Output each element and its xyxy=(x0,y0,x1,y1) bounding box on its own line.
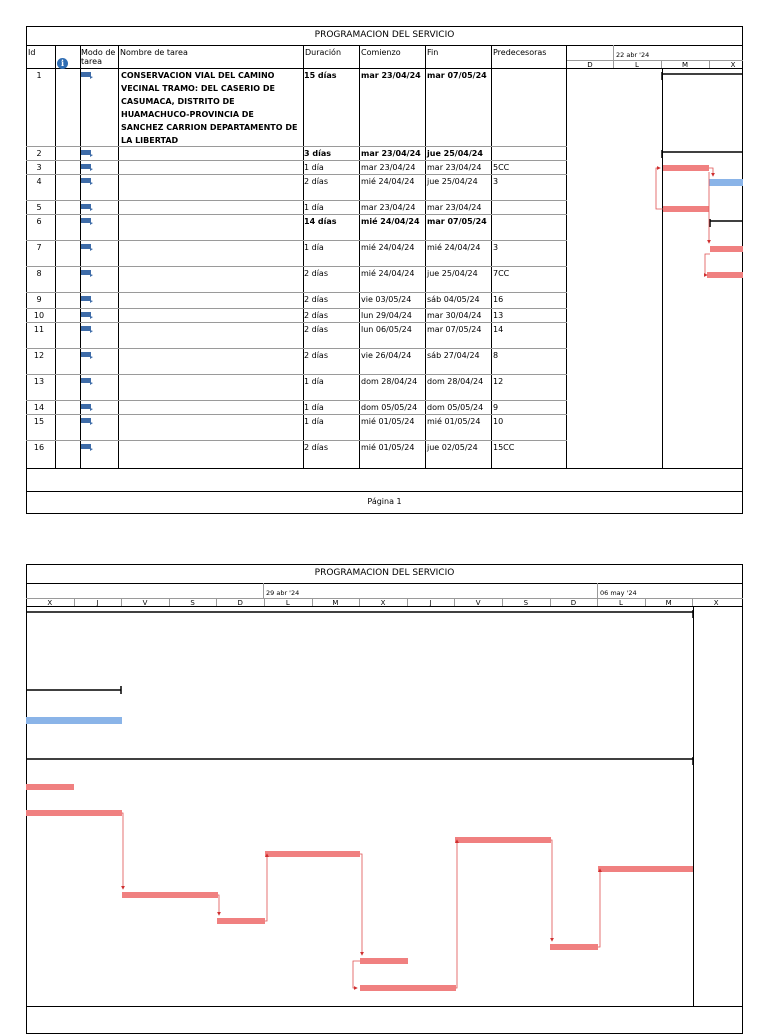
task-bar-16 xyxy=(360,985,456,991)
task-start: mié 24/04/24 xyxy=(361,177,415,186)
task-finish: sáb 27/04/24 xyxy=(427,351,480,360)
row-separator xyxy=(26,214,567,215)
task-mode-icon xyxy=(81,418,93,426)
task-predecessors: 16 xyxy=(493,295,504,304)
row-id: 11 xyxy=(33,325,45,334)
info-icon: i xyxy=(57,58,68,69)
task-duration: 2 días xyxy=(304,177,329,186)
link-5-3 xyxy=(656,168,663,209)
task-mode-icon xyxy=(81,150,93,158)
col-sep xyxy=(359,45,360,468)
link-3-4 xyxy=(709,168,713,176)
task-finish: mar 07/05/24 xyxy=(427,217,487,226)
task-finish: mié 24/04/24 xyxy=(427,243,481,252)
row-separator xyxy=(26,240,567,241)
title-separator-2 xyxy=(26,583,743,584)
task-duration: 1 día xyxy=(304,403,324,412)
day-label: S xyxy=(523,599,529,607)
task-bar-14 xyxy=(550,944,598,950)
header-name: Nombre de tarea xyxy=(120,48,188,57)
task-finish: sáb 04/05/24 xyxy=(427,295,480,304)
header-finish: Fin xyxy=(427,48,439,57)
row-id: 14 xyxy=(33,403,45,412)
row-separator xyxy=(26,308,567,309)
task-finish: mar 30/04/24 xyxy=(427,311,482,320)
link-10-15 xyxy=(360,854,362,955)
header-id: Id xyxy=(28,48,36,57)
timescale-tick xyxy=(312,598,313,606)
task-start: mié 01/05/24 xyxy=(361,443,415,452)
row-separator xyxy=(26,374,567,375)
task-duration: 2 días xyxy=(304,443,329,452)
timescale-tick xyxy=(74,598,75,606)
task-mode-icon xyxy=(81,72,93,80)
row-id: 12 xyxy=(33,351,45,360)
header-duration: Duración xyxy=(305,48,342,57)
task-start: mar 23/04/24 xyxy=(361,203,416,212)
task-mode-icon xyxy=(81,296,93,304)
task-predecessors: 7CC xyxy=(493,269,510,278)
task-predecessors: 13 xyxy=(493,311,504,320)
row-id: 13 xyxy=(33,377,45,386)
row-separator xyxy=(26,292,567,293)
task-mode-icon xyxy=(81,312,93,320)
link-14-11 xyxy=(598,869,600,947)
task-mode-icon xyxy=(81,444,93,452)
task-duration: 1 día xyxy=(304,203,324,212)
task-finish: mié 01/05/24 xyxy=(427,417,481,426)
link-15-16 xyxy=(353,961,360,988)
task-predecessors: 12 xyxy=(493,377,504,386)
day-label: X xyxy=(730,61,736,69)
task-duration: 2 días xyxy=(304,311,329,320)
task-bar-15 xyxy=(360,958,408,964)
day-label: L xyxy=(635,61,639,69)
row-id: 4 xyxy=(36,177,42,186)
task-start: mié 24/04/24 xyxy=(361,243,415,252)
task-predecessors: 5CC xyxy=(493,163,510,172)
timescale-tick xyxy=(264,598,265,606)
task-mode-icon xyxy=(81,178,93,186)
day-label: D xyxy=(237,599,243,607)
task-start: vie 03/05/24 xyxy=(361,295,412,304)
row-separator xyxy=(26,440,567,441)
task-finish: dom 05/05/24 xyxy=(427,403,484,412)
task-start: mié 01/05/24 xyxy=(361,417,415,426)
gantt-chart-page-1 xyxy=(567,68,743,468)
task-predecessors: 10 xyxy=(493,417,504,426)
day-label: D xyxy=(570,599,577,607)
header-mode: Modo de tarea xyxy=(81,48,116,66)
task-start: dom 05/05/24 xyxy=(361,403,418,412)
day-label: M xyxy=(681,61,689,69)
week-divider xyxy=(597,583,598,598)
task-finish: mar 07/05/24 xyxy=(427,71,487,80)
row-separator xyxy=(26,266,567,267)
task-start: mié 24/04/24 xyxy=(361,269,415,278)
task-predecessors: 8 xyxy=(493,351,499,360)
link-9-14 xyxy=(551,840,552,941)
day-label: S xyxy=(190,599,195,607)
row-separator xyxy=(26,174,567,175)
task-start: mié 24/04/24 xyxy=(361,217,420,226)
task-start: mar 23/04/24 xyxy=(361,71,421,80)
table-bottom-line xyxy=(26,468,743,469)
task-mode-icon xyxy=(81,270,93,278)
page2-bottom-line xyxy=(26,1006,743,1007)
task-finish: jue 02/05/24 xyxy=(427,443,478,452)
task-finish: mar 23/04/24 xyxy=(427,203,482,212)
task-mode-icon xyxy=(81,218,93,226)
task-bar-10 xyxy=(265,851,360,857)
timescale-tick xyxy=(550,598,551,606)
row-id: 7 xyxy=(36,243,42,252)
timescale-tick xyxy=(502,598,503,606)
row-id: 10 xyxy=(33,311,45,320)
page-title: PROGRAMACION DEL SERVICIO xyxy=(314,30,455,40)
task-predecessors: 15CC xyxy=(493,443,515,452)
timescale-tick xyxy=(692,598,693,606)
row-id: 9 xyxy=(36,295,42,304)
row-separator xyxy=(26,160,567,161)
task-mode-icon xyxy=(81,378,93,386)
row-id: 5 xyxy=(36,203,42,212)
day-label: V xyxy=(475,599,481,607)
task-duration: 14 días xyxy=(304,217,337,226)
task-finish: jue 25/04/24 xyxy=(427,269,478,278)
col-sep xyxy=(118,45,119,468)
timescale-tick xyxy=(597,598,598,606)
task-duration: 2 días xyxy=(304,351,329,360)
task-duration: 2 días xyxy=(304,269,329,278)
row-id: 3 xyxy=(36,163,42,172)
timescale-tick xyxy=(169,598,170,606)
header-predecessors: Predecesoras xyxy=(493,48,547,57)
task-start: mar 23/04/24 xyxy=(361,149,421,158)
day-label: M xyxy=(665,599,672,607)
week-label: 22 abr '24 xyxy=(616,51,650,59)
task-finish: mar 07/05/24 xyxy=(427,325,482,334)
link-12-13 xyxy=(218,895,219,915)
task-duration: 3 días xyxy=(304,149,331,158)
footer-separator xyxy=(26,491,743,492)
link-16-9 xyxy=(456,840,457,988)
day-label: J xyxy=(429,599,432,607)
task-bar-13 xyxy=(217,918,265,924)
week-label: 29 abr '24 xyxy=(266,589,300,597)
task-predecessors: 14 xyxy=(493,325,504,334)
task-bar-12 xyxy=(122,892,218,898)
timescale-tick xyxy=(407,598,408,606)
task-bar-8 xyxy=(707,272,743,278)
row-separator xyxy=(26,400,567,401)
task-mode-icon xyxy=(81,326,93,334)
task-duration: 1 día xyxy=(304,163,324,172)
task-mode-icon xyxy=(81,404,93,412)
title-separator xyxy=(26,45,743,46)
task-mode-icon xyxy=(81,204,93,212)
link-7-8 xyxy=(705,254,710,275)
col-sep xyxy=(425,45,426,468)
task-mode-icon xyxy=(81,352,93,360)
task-mode-icon xyxy=(81,244,93,252)
task-bar-4-cont xyxy=(26,717,122,724)
col-sep xyxy=(55,45,56,468)
day-label: D xyxy=(587,61,593,69)
task-bar-7 xyxy=(710,246,743,252)
row-separator xyxy=(26,348,567,349)
task-bar-11 xyxy=(598,866,693,872)
task-bar-8-cont xyxy=(26,810,122,816)
col-sep xyxy=(491,45,492,468)
task-duration: 1 día xyxy=(304,377,324,386)
task-finish: dom 28/04/24 xyxy=(427,377,484,386)
row-id: 2 xyxy=(36,149,42,158)
day-label: J xyxy=(96,599,99,607)
task-duration: 15 días xyxy=(304,71,337,80)
page-footer: Página 1 xyxy=(367,497,402,506)
day-label: X xyxy=(380,599,386,607)
task-finish: jue 25/04/24 xyxy=(427,149,483,158)
task-bar-5 xyxy=(663,206,709,212)
task-predecessors: 3 xyxy=(493,177,499,186)
link-13-10 xyxy=(265,854,267,921)
task-name: CONSERVACION VIAL DEL CAMINO VECINAL TRAMO: DEL CASERIO DE CASUMACA, DISTRITO DE HUAMACHUCO-PROVINCIA DE SANCHEZ CARRION DEPARTAMENTO DE LA LIBERTAD xyxy=(121,71,298,145)
row-id: 16 xyxy=(33,443,45,452)
row-separator xyxy=(26,414,567,415)
task-duration: 2 días xyxy=(304,295,329,304)
timescale-tick xyxy=(359,598,360,606)
day-label: X xyxy=(47,599,53,607)
task-mode-icon xyxy=(81,164,93,172)
timescale-tick xyxy=(645,598,646,606)
row-id: 6 xyxy=(36,217,42,226)
task-bar-3 xyxy=(663,165,709,171)
gantt-chart-page-2 xyxy=(26,606,743,1006)
task-predecessors: 3 xyxy=(493,243,499,252)
task-bar-4 xyxy=(709,179,743,186)
task-start: lun 06/05/24 xyxy=(361,325,412,334)
link-8-12 xyxy=(122,813,123,889)
row-id: 15 xyxy=(33,417,45,426)
task-start: mar 23/04/24 xyxy=(361,163,416,172)
task-bar-9 xyxy=(455,837,551,843)
task-start: vie 26/04/24 xyxy=(361,351,412,360)
week-label: 06 may '24 xyxy=(600,589,637,597)
task-duration: 1 día xyxy=(304,417,324,426)
row-id: 8 xyxy=(36,269,42,278)
day-label: X xyxy=(713,599,719,607)
day-label: V xyxy=(142,599,148,607)
day-label: L xyxy=(619,599,623,607)
timescale-tick xyxy=(216,598,217,606)
task-duration: 2 días xyxy=(304,325,329,334)
task-finish: mar 23/04/24 xyxy=(427,163,482,172)
day-label: L xyxy=(285,599,290,607)
row-separator xyxy=(26,200,567,201)
task-predecessors: 9 xyxy=(493,403,499,412)
task-bar-7-cont xyxy=(26,784,74,790)
page-title-2: PROGRAMACION DEL SERVICIO xyxy=(314,568,455,578)
task-duration: 1 día xyxy=(304,243,324,252)
day-label: M xyxy=(332,599,339,607)
row-id: 1 xyxy=(36,71,42,80)
timescale-tick xyxy=(454,598,455,606)
week-divider xyxy=(263,583,264,598)
task-start: lun 29/04/24 xyxy=(361,311,412,320)
row-separator xyxy=(26,322,567,323)
task-start: dom 28/04/24 xyxy=(361,377,418,386)
task-finish: jue 25/04/24 xyxy=(427,177,478,186)
header-start: Comienzo xyxy=(361,48,401,57)
timescale-tick xyxy=(121,598,122,606)
